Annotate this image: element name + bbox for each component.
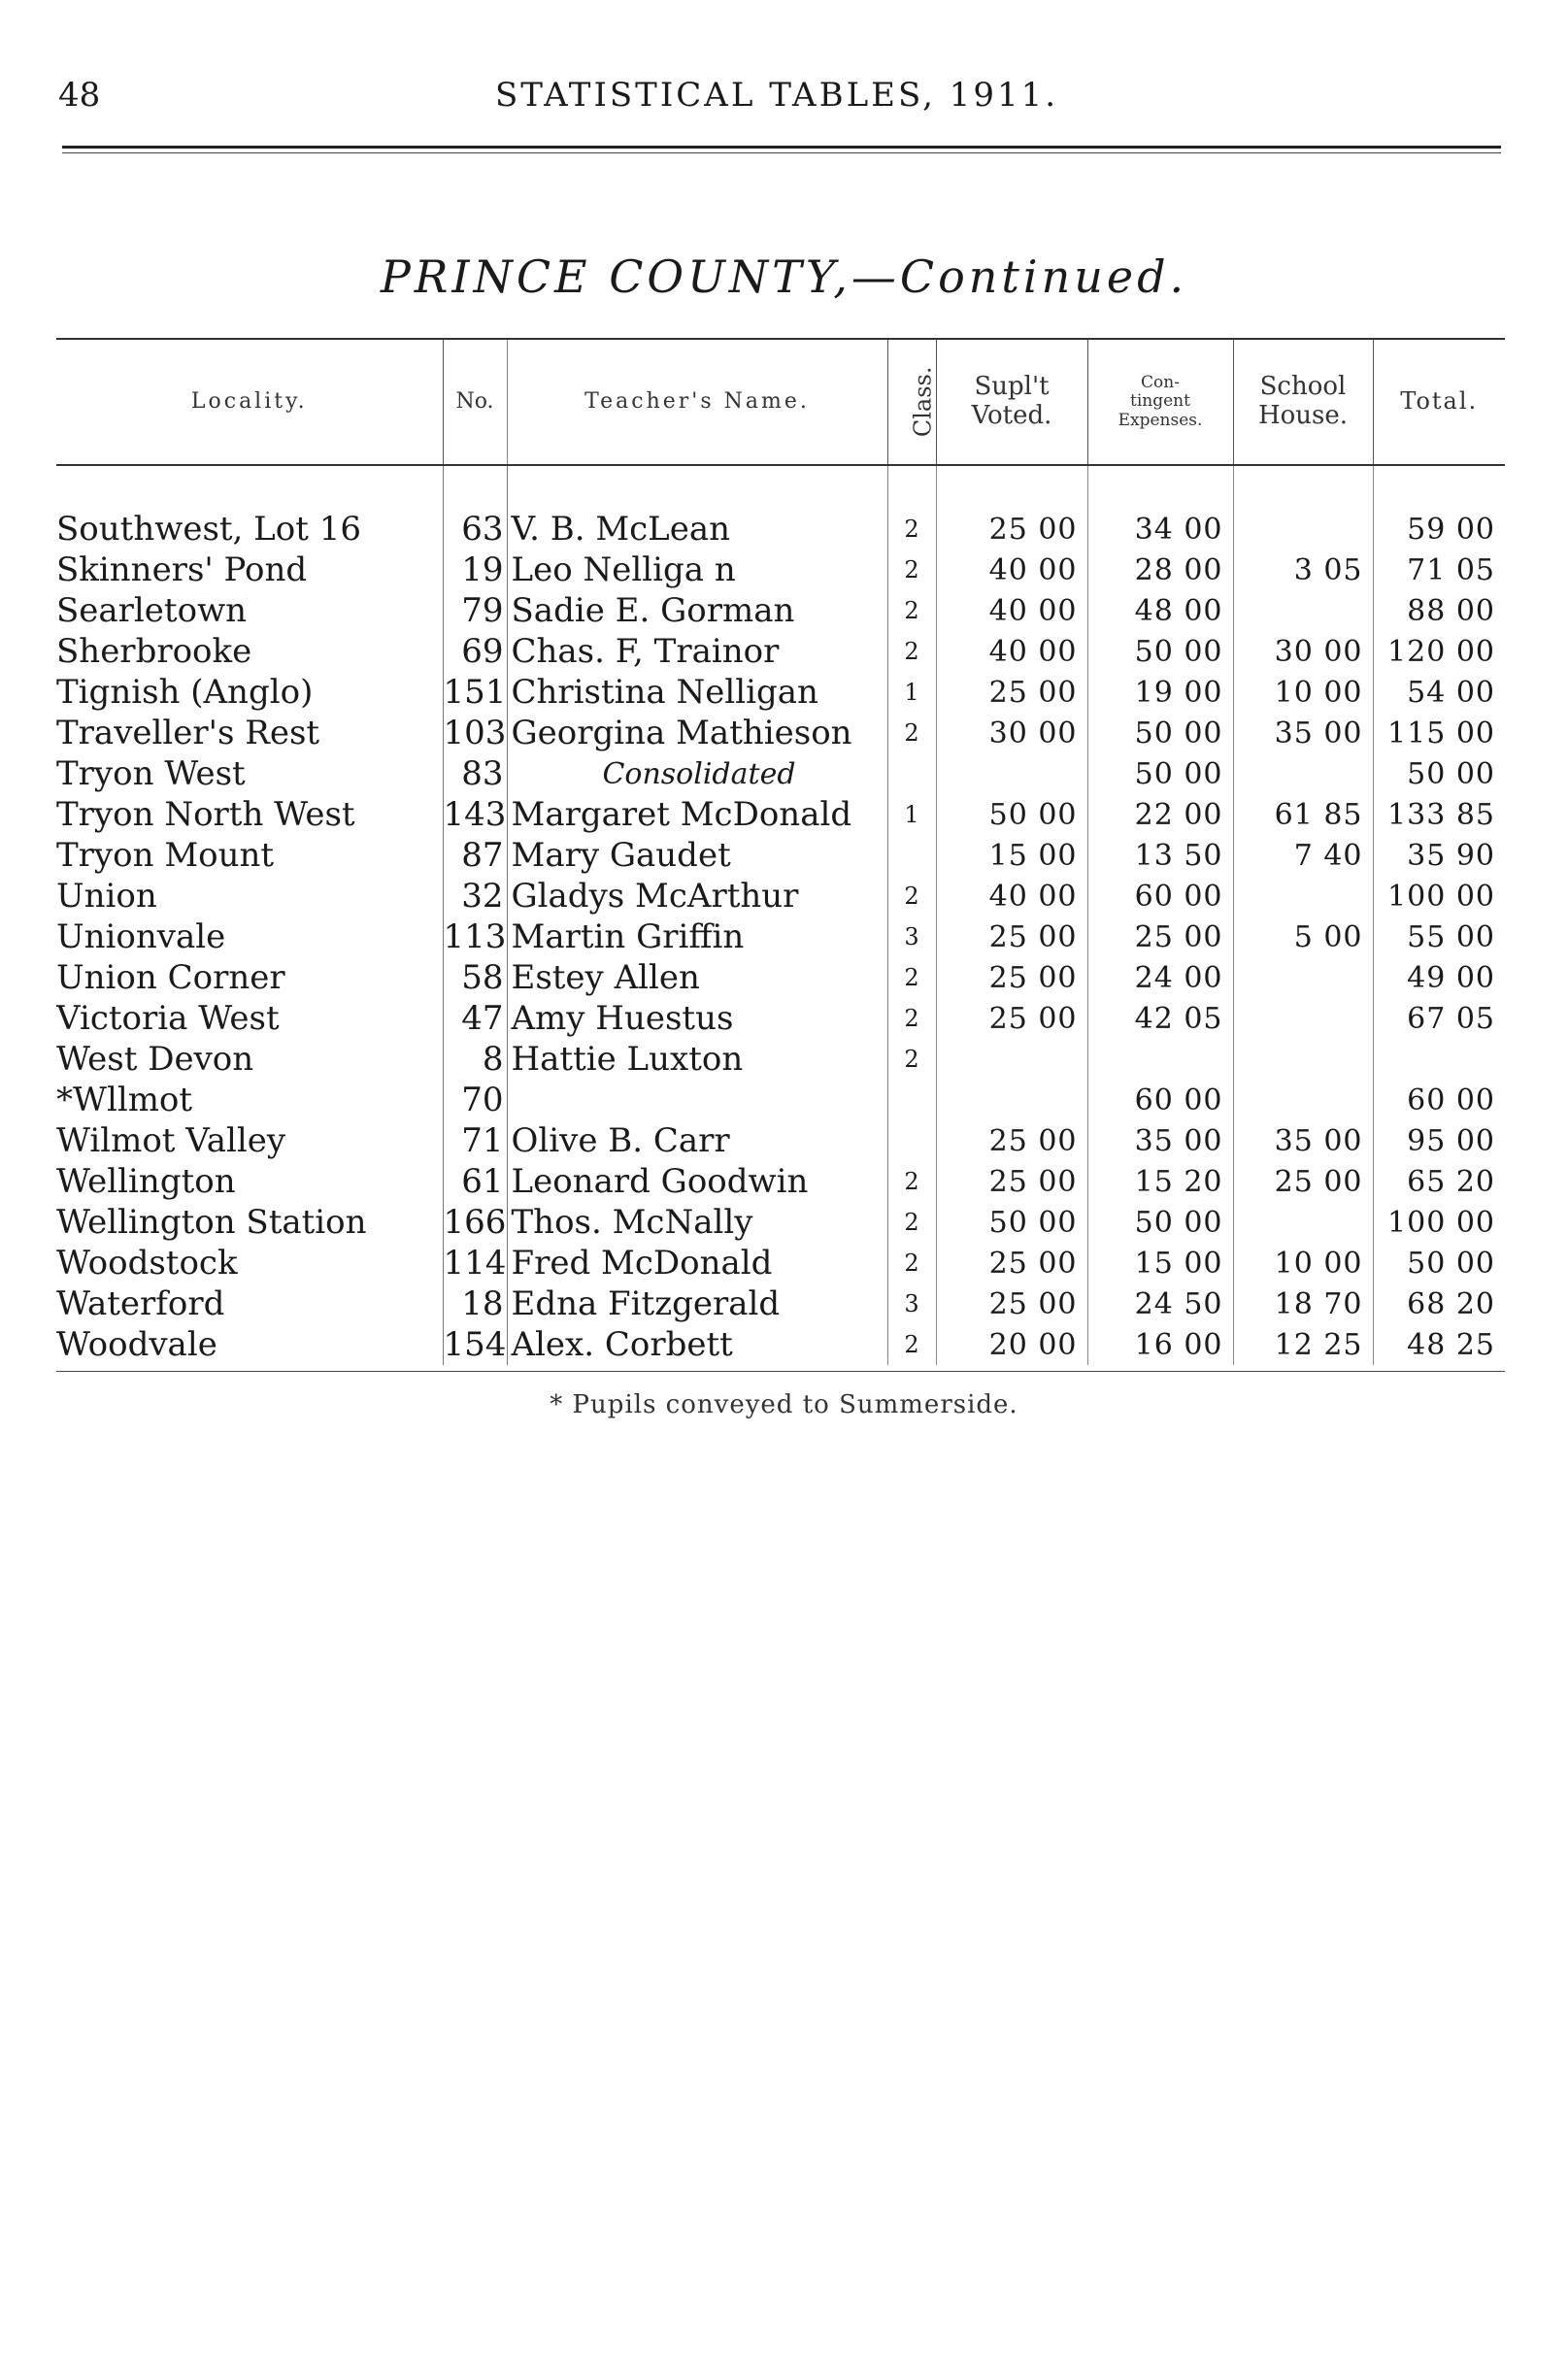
- cell-cont: 50 00: [1087, 631, 1233, 672]
- cell-locality: Wellington Station: [56, 1203, 367, 1242]
- table-row: [56, 794, 1505, 835]
- cell-locality: Unionvale: [56, 917, 226, 956]
- cell-cont: 60 00: [1087, 1080, 1233, 1120]
- cell-cont: 15 00: [1087, 1243, 1233, 1283]
- page-number: 48: [58, 76, 101, 115]
- cell-cont: 50 00: [1087, 1202, 1233, 1243]
- cell-cont: 22 00: [1087, 794, 1233, 835]
- cell-total: 54 00: [1373, 672, 1505, 713]
- table-row: [56, 753, 1505, 794]
- cell-teacher: Alex. Corbett: [507, 1324, 887, 1365]
- cell-total: 88 00: [1373, 590, 1505, 631]
- cell-locality: Wellington: [56, 1162, 236, 1201]
- cell-cont: 24 00: [1087, 957, 1233, 998]
- table-row: [56, 835, 1505, 876]
- cell-teacher: Hattie Luxton: [507, 1039, 887, 1080]
- cell-total: 68 20: [1373, 1283, 1505, 1324]
- cell-school: 10 00: [1233, 1243, 1373, 1283]
- cell-locality: *Wllmot: [56, 1081, 193, 1119]
- table-row: [56, 957, 1505, 998]
- cell-teacher: Gladys McArthur: [507, 876, 887, 916]
- running-head: [58, 76, 1495, 124]
- cell-teacher: Leonard Goodwin: [507, 1161, 887, 1202]
- cell-locality: Tryon North West: [56, 795, 355, 834]
- col-header-total: Total.: [1373, 340, 1505, 464]
- cell-class: 2: [887, 876, 936, 916]
- cell-total: 67 05: [1373, 998, 1505, 1039]
- cell-class: 2: [887, 550, 936, 590]
- cell-supl: [936, 753, 1087, 794]
- cell-class: 2: [887, 1243, 936, 1283]
- cell-teacher: Thos. McNally: [507, 1202, 887, 1243]
- cell-school: 25 00: [1233, 1161, 1373, 1202]
- cell-class: 2: [887, 1161, 936, 1202]
- cell-supl: 25 00: [936, 672, 1087, 713]
- cell-school: [1233, 509, 1373, 550]
- cell-school: 35 00: [1233, 713, 1373, 753]
- cell-supl: 25 00: [936, 1120, 1087, 1161]
- cell-supl: [936, 1080, 1087, 1120]
- cell-class: 2: [887, 590, 936, 631]
- cell-school: 61 85: [1233, 794, 1373, 835]
- cell-supl: 50 00: [936, 794, 1087, 835]
- cell-cont: 28 00: [1087, 550, 1233, 590]
- cell-supl: 25 00: [936, 957, 1087, 998]
- cell-no: 70: [443, 1080, 507, 1120]
- cell-no: 166: [443, 1203, 507, 1242]
- cell-teacher: Consolidated: [507, 753, 887, 794]
- cell-total: 49 00: [1373, 957, 1505, 998]
- table-row: [56, 1283, 1505, 1324]
- cell-school: [1233, 1202, 1373, 1243]
- cell-total: [1373, 1039, 1505, 1080]
- cell-total: 133 85: [1373, 794, 1505, 835]
- col-header-class-label: Class.: [909, 366, 937, 438]
- cell-cont: 15 20: [1087, 1161, 1233, 1202]
- cell-class: 2: [887, 1039, 936, 1080]
- cell-supl: 15 00: [936, 835, 1087, 876]
- cell-total: 120 00: [1373, 631, 1505, 672]
- cell-teacher: Estey Allen: [507, 957, 887, 998]
- cell-cont: 50 00: [1087, 713, 1233, 753]
- cell-school: [1233, 753, 1373, 794]
- col-header-school-line1: School: [1259, 372, 1347, 402]
- cell-school: 7 40: [1233, 835, 1373, 876]
- col-header-teacher: Teacher's Name.: [507, 340, 887, 464]
- cell-supl: 50 00: [936, 1202, 1087, 1243]
- cell-cont: 24 50: [1087, 1283, 1233, 1324]
- cell-supl: 25 00: [936, 916, 1087, 957]
- col-header-supl-line1: Supl't: [974, 372, 1050, 402]
- table-row: [56, 916, 1505, 957]
- cell-locality: Skinners' Pond: [56, 550, 308, 589]
- col-header-school-house: [1233, 340, 1373, 464]
- cell-no: 18: [443, 1283, 507, 1324]
- cell-school: 30 00: [1233, 631, 1373, 672]
- cell-supl: 25 00: [936, 509, 1087, 550]
- cell-supl: 25 00: [936, 1243, 1087, 1283]
- col-header-contingent: [1087, 340, 1233, 464]
- cell-class: [887, 1120, 936, 1161]
- cell-supl: 30 00: [936, 713, 1087, 753]
- cell-cont: 50 00: [1087, 753, 1233, 794]
- table-body: [56, 466, 1505, 1365]
- cell-total: 60 00: [1373, 1080, 1505, 1120]
- cell-locality: Union: [56, 877, 157, 916]
- cell-no: 113: [443, 917, 507, 956]
- cell-class: 2: [887, 957, 936, 998]
- cell-no: 143: [443, 795, 507, 834]
- cell-locality: Victoria West: [56, 999, 280, 1038]
- table-row: [56, 1202, 1505, 1243]
- cell-teacher: Margaret McDonald: [507, 794, 887, 835]
- cell-locality: Union Corner: [56, 958, 285, 997]
- cell-total: 100 00: [1373, 1202, 1505, 1243]
- cell-total: 95 00: [1373, 1120, 1505, 1161]
- cell-class: 3: [887, 916, 936, 957]
- cell-class: 2: [887, 1202, 936, 1243]
- footnote: * Pupils conveyed to Summerside.: [550, 1390, 1018, 1419]
- cell-supl: 20 00: [936, 1324, 1087, 1365]
- col-header-school-line2: House.: [1257, 401, 1349, 430]
- cell-supl: 40 00: [936, 631, 1087, 672]
- table-row: [56, 509, 1505, 550]
- cell-teacher: V. B. McLean: [507, 509, 887, 550]
- cell-class: 2: [887, 713, 936, 753]
- cell-school: [1233, 876, 1373, 916]
- cell-total: 48 25: [1373, 1324, 1505, 1365]
- page-header-title: STATISTICAL TABLES, 1911.: [494, 76, 1059, 115]
- col-header-supl: [936, 340, 1087, 464]
- cell-locality: Wilmot Valley: [56, 1121, 286, 1160]
- cell-teacher: Christina Nelligan: [507, 672, 887, 713]
- cell-total: 71 05: [1373, 550, 1505, 590]
- cell-cont: 19 00: [1087, 672, 1233, 713]
- cell-locality: Woodstock: [56, 1244, 238, 1283]
- table-row: [56, 1120, 1505, 1161]
- cell-school: [1233, 998, 1373, 1039]
- cell-cont: 48 00: [1087, 590, 1233, 631]
- cell-class: 2: [887, 631, 936, 672]
- table-row: [56, 672, 1505, 713]
- cell-locality: Tryon West: [56, 754, 246, 793]
- table-bottom-rule: [56, 1371, 1505, 1372]
- cell-teacher: Martin Griffin: [507, 916, 887, 957]
- cell-total: 65 20: [1373, 1161, 1505, 1202]
- cell-total: 50 00: [1373, 753, 1505, 794]
- cell-teacher: Mary Gaudet: [507, 835, 887, 876]
- cell-locality: Sherbrooke: [56, 632, 252, 671]
- col-header-cont-line1: Con-: [1141, 372, 1180, 392]
- header-rule: [62, 146, 1501, 149]
- cell-locality: West Devon: [56, 1040, 254, 1079]
- table-row: [56, 590, 1505, 631]
- cell-supl: 25 00: [936, 1283, 1087, 1324]
- cell-supl: 40 00: [936, 550, 1087, 590]
- cell-school: 3 05: [1233, 550, 1373, 590]
- cell-school: [1233, 590, 1373, 631]
- cell-supl: 40 00: [936, 590, 1087, 631]
- cell-no: 71: [443, 1120, 507, 1161]
- cell-no: 58: [443, 957, 507, 998]
- cell-teacher: [507, 1080, 887, 1120]
- table-row: [56, 550, 1505, 590]
- cell-class: 2: [887, 1324, 936, 1365]
- cell-no: 154: [443, 1325, 507, 1364]
- cell-total: 59 00: [1373, 509, 1505, 550]
- cell-total: 115 00: [1373, 713, 1505, 753]
- cell-class: 1: [887, 794, 936, 835]
- cell-teacher: Georgina Mathieson: [507, 713, 887, 753]
- cell-no: 114: [443, 1244, 507, 1283]
- cell-cont: 60 00: [1087, 876, 1233, 916]
- cell-supl: [936, 1039, 1087, 1080]
- table-row: [56, 1080, 1505, 1120]
- table-row: [56, 876, 1505, 916]
- cell-no: 79: [443, 590, 507, 631]
- col-header-cont-line2: tingent: [1130, 391, 1190, 412]
- col-header-class: [887, 340, 936, 464]
- cell-school: 12 25: [1233, 1324, 1373, 1365]
- cell-total: 55 00: [1373, 916, 1505, 957]
- table-row: [56, 998, 1505, 1039]
- cell-school: [1233, 1039, 1373, 1080]
- cell-no: 69: [443, 631, 507, 672]
- cell-no: 151: [443, 673, 507, 712]
- section-title: PRINCE COUNTY,—Continued.: [380, 250, 1188, 303]
- cell-locality: Searletown: [56, 591, 248, 630]
- cell-teacher: Edna Fitzgerald: [507, 1283, 887, 1324]
- cell-class: 1: [887, 672, 936, 713]
- cell-cont: 16 00: [1087, 1324, 1233, 1365]
- cell-no: 47: [443, 998, 507, 1039]
- cell-no: 103: [443, 714, 507, 752]
- cell-teacher: Amy Huestus: [507, 998, 887, 1039]
- cell-class: [887, 835, 936, 876]
- cell-cont: 25 00: [1087, 916, 1233, 957]
- cell-teacher: Sadie E. Gorman: [507, 590, 887, 631]
- col-header-supl-line2: Voted.: [971, 401, 1052, 430]
- data-table: [56, 340, 1505, 1365]
- cell-teacher: Olive B. Carr: [507, 1120, 887, 1161]
- cell-school: 10 00: [1233, 672, 1373, 713]
- table-row: [56, 1243, 1505, 1283]
- header-rule-thin: [62, 152, 1501, 153]
- cell-teacher: Chas. F, Trainor: [507, 631, 887, 672]
- table-row: [56, 1039, 1505, 1080]
- table-row: [56, 631, 1505, 672]
- cell-cont: [1087, 1039, 1233, 1080]
- table-header: [56, 340, 1505, 466]
- col-header-no: No.: [443, 340, 507, 464]
- cell-no: 87: [443, 835, 507, 876]
- cell-teacher: Fred McDonald: [507, 1243, 887, 1283]
- cell-no: 83: [443, 753, 507, 794]
- cell-locality: Woodvale: [56, 1325, 217, 1364]
- cell-school: 5 00: [1233, 916, 1373, 957]
- cell-total: 100 00: [1373, 876, 1505, 916]
- cell-no: 61: [443, 1161, 507, 1202]
- col-header-cont-line3: Expenses.: [1118, 410, 1203, 430]
- cell-total: 35 90: [1373, 835, 1505, 876]
- cell-no: 63: [443, 509, 507, 550]
- cell-cont: 42 05: [1087, 998, 1233, 1039]
- table-row: [56, 1324, 1505, 1365]
- cell-cont: 35 00: [1087, 1120, 1233, 1161]
- cell-school: 35 00: [1233, 1120, 1373, 1161]
- cell-school: [1233, 957, 1373, 998]
- cell-class: [887, 753, 936, 794]
- cell-locality: Waterford: [56, 1284, 225, 1323]
- cell-class: 2: [887, 998, 936, 1039]
- cell-class: [887, 1080, 936, 1120]
- cell-no: 19: [443, 550, 507, 590]
- cell-class: 2: [887, 509, 936, 550]
- cell-supl: 40 00: [936, 876, 1087, 916]
- table-row: [56, 713, 1505, 753]
- cell-total: 50 00: [1373, 1243, 1505, 1283]
- cell-locality: Traveller's Rest: [56, 714, 320, 752]
- cell-no: 32: [443, 876, 507, 916]
- cell-no: 8: [443, 1039, 507, 1080]
- cell-teacher: Leo Nelliga n: [507, 550, 887, 590]
- cell-locality: Tryon Mount: [56, 836, 275, 875]
- cell-class: 3: [887, 1283, 936, 1324]
- cell-supl: 25 00: [936, 998, 1087, 1039]
- table-row: [56, 1161, 1505, 1202]
- cell-cont: 34 00: [1087, 509, 1233, 550]
- cell-school: 18 70: [1233, 1283, 1373, 1324]
- cell-cont: 13 50: [1087, 835, 1233, 876]
- cell-school: [1233, 1080, 1373, 1120]
- cell-supl: 25 00: [936, 1161, 1087, 1202]
- cell-locality: Tignish (Anglo): [56, 673, 314, 712]
- school-table: [56, 338, 1505, 1372]
- col-header-locality: Locality.: [190, 389, 308, 415]
- cell-locality: Southwest, Lot 16: [56, 510, 361, 549]
